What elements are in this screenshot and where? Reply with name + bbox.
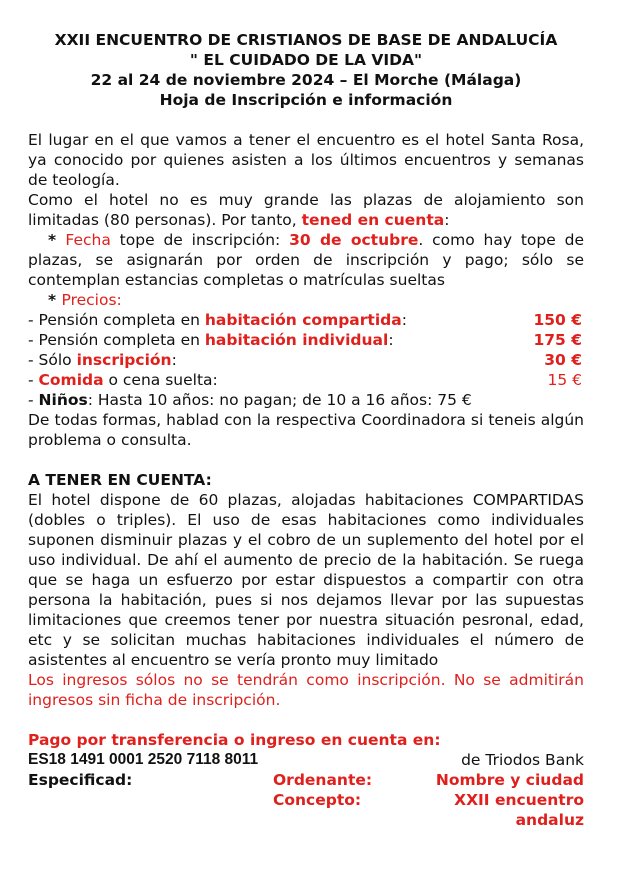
payer-value: Nombre y ciudad xyxy=(435,771,584,789)
payment-warning: Los ingresos sólos no se tendrán como inscripción. No se admitirán ingresos sin ficha de inscripción. xyxy=(28,671,584,709)
event-title: XXII ENCUENTRO DE CRISTIANOS DE BASE DE ANDALUCÍA xyxy=(54,31,558,49)
deadline-label: Fecha xyxy=(65,231,111,249)
contact-note: De todas formas, hablad con la respectiva Coordinadora si teneis algún problema o consulta. xyxy=(28,411,584,449)
price-row-meal: - Comida o cena suelta: 15 € xyxy=(28,371,582,389)
notice-highlight: tened en cuenta xyxy=(301,211,445,229)
price-row-single-room: - Pensión completa en habitación individual: 175 € xyxy=(28,331,582,349)
deadline-date: 30 de octubre xyxy=(289,231,419,249)
price-value: 15 € xyxy=(547,371,582,389)
notice-text: El hotel dispone de 60 plazas, alojadas habitaciones COMPARTIDAS (dobles o triples). El uso de esas habitaciones como individuales suponen disminuir plazas y el cobro de un suplemento del hotel por el uso individual. De ahí el aumento de precio de la habitación. Se ruega que se haga un esfuerzo por estar dispuestos a compartir con otra persona la habitación, pues si nos dejamos llevar por las supuestas limitaciones que creemos tener por nuestra situación pesronal, edad, etc y se solicitan muchas habitaciones individuales el número de asistentes al encuentro se vería pronto muy limitado xyxy=(28,491,584,669)
sheet-subtitle: Hoja de Inscripción e información xyxy=(159,91,453,109)
event-dates-location: 22 al 24 de noviembre 2024 – El Morche (Málaga) xyxy=(90,71,522,89)
children-price-row: - Niños: Hasta 10 años: no pagan; de 10 a 16 años: 75 € xyxy=(28,391,472,409)
specify-label: Especificad: xyxy=(28,771,133,789)
deadline-paragraph: * Fecha tope de inscripción: 30 de octubre. como hay tope de plazas, se asignarán por orden de inscripción y pago; sólo se contemplan estancias completas o matrículas sueltas xyxy=(28,231,584,289)
intro-paragraph: El lugar en el que vamos a tener el encuentro es el hotel Santa Rosa, ya conocido por quienes asisten a los últimos encuentros y semanas de teología. xyxy=(28,131,584,189)
bank-name: de Triodos Bank xyxy=(461,751,584,769)
payment-title: Pago por transferencia o ingreso en cuenta en: xyxy=(28,731,441,749)
info-section xyxy=(28,130,584,450)
event-theme: " EL CUIDADO DE LA VIDA" xyxy=(189,51,423,69)
price-value: 30 € xyxy=(544,351,582,369)
payer-label: Ordenante: xyxy=(273,771,373,789)
document-header xyxy=(28,30,584,110)
price-value: 150 € xyxy=(533,311,582,329)
account-row xyxy=(28,750,584,770)
price-row-shared-room: - Pensión completa en habitación compartida: 150 € xyxy=(28,311,582,329)
capacity-paragraph: Como el hotel no es muy grande las plazas de alojamiento son limitadas (80 personas). Por tanto, tened en cuenta: xyxy=(28,191,584,229)
notice-section xyxy=(28,470,584,710)
price-row-registration: - Sólo inscripción: 30 € xyxy=(28,351,582,369)
notice-title: A TENER EN CUENTA: xyxy=(28,471,212,489)
concept-label: Concepto: xyxy=(273,791,362,809)
iban-number: ES18 1491 0001 2520 7118 8011 xyxy=(28,751,259,768)
payer-row xyxy=(28,770,584,790)
concept-row xyxy=(28,790,584,830)
payment-section xyxy=(28,730,584,830)
concept-value: XXII encuentro andaluz xyxy=(454,791,584,829)
price-value: 175 € xyxy=(533,331,582,349)
registration-sheet xyxy=(28,30,584,830)
prices-heading: * Precios: xyxy=(48,291,122,309)
